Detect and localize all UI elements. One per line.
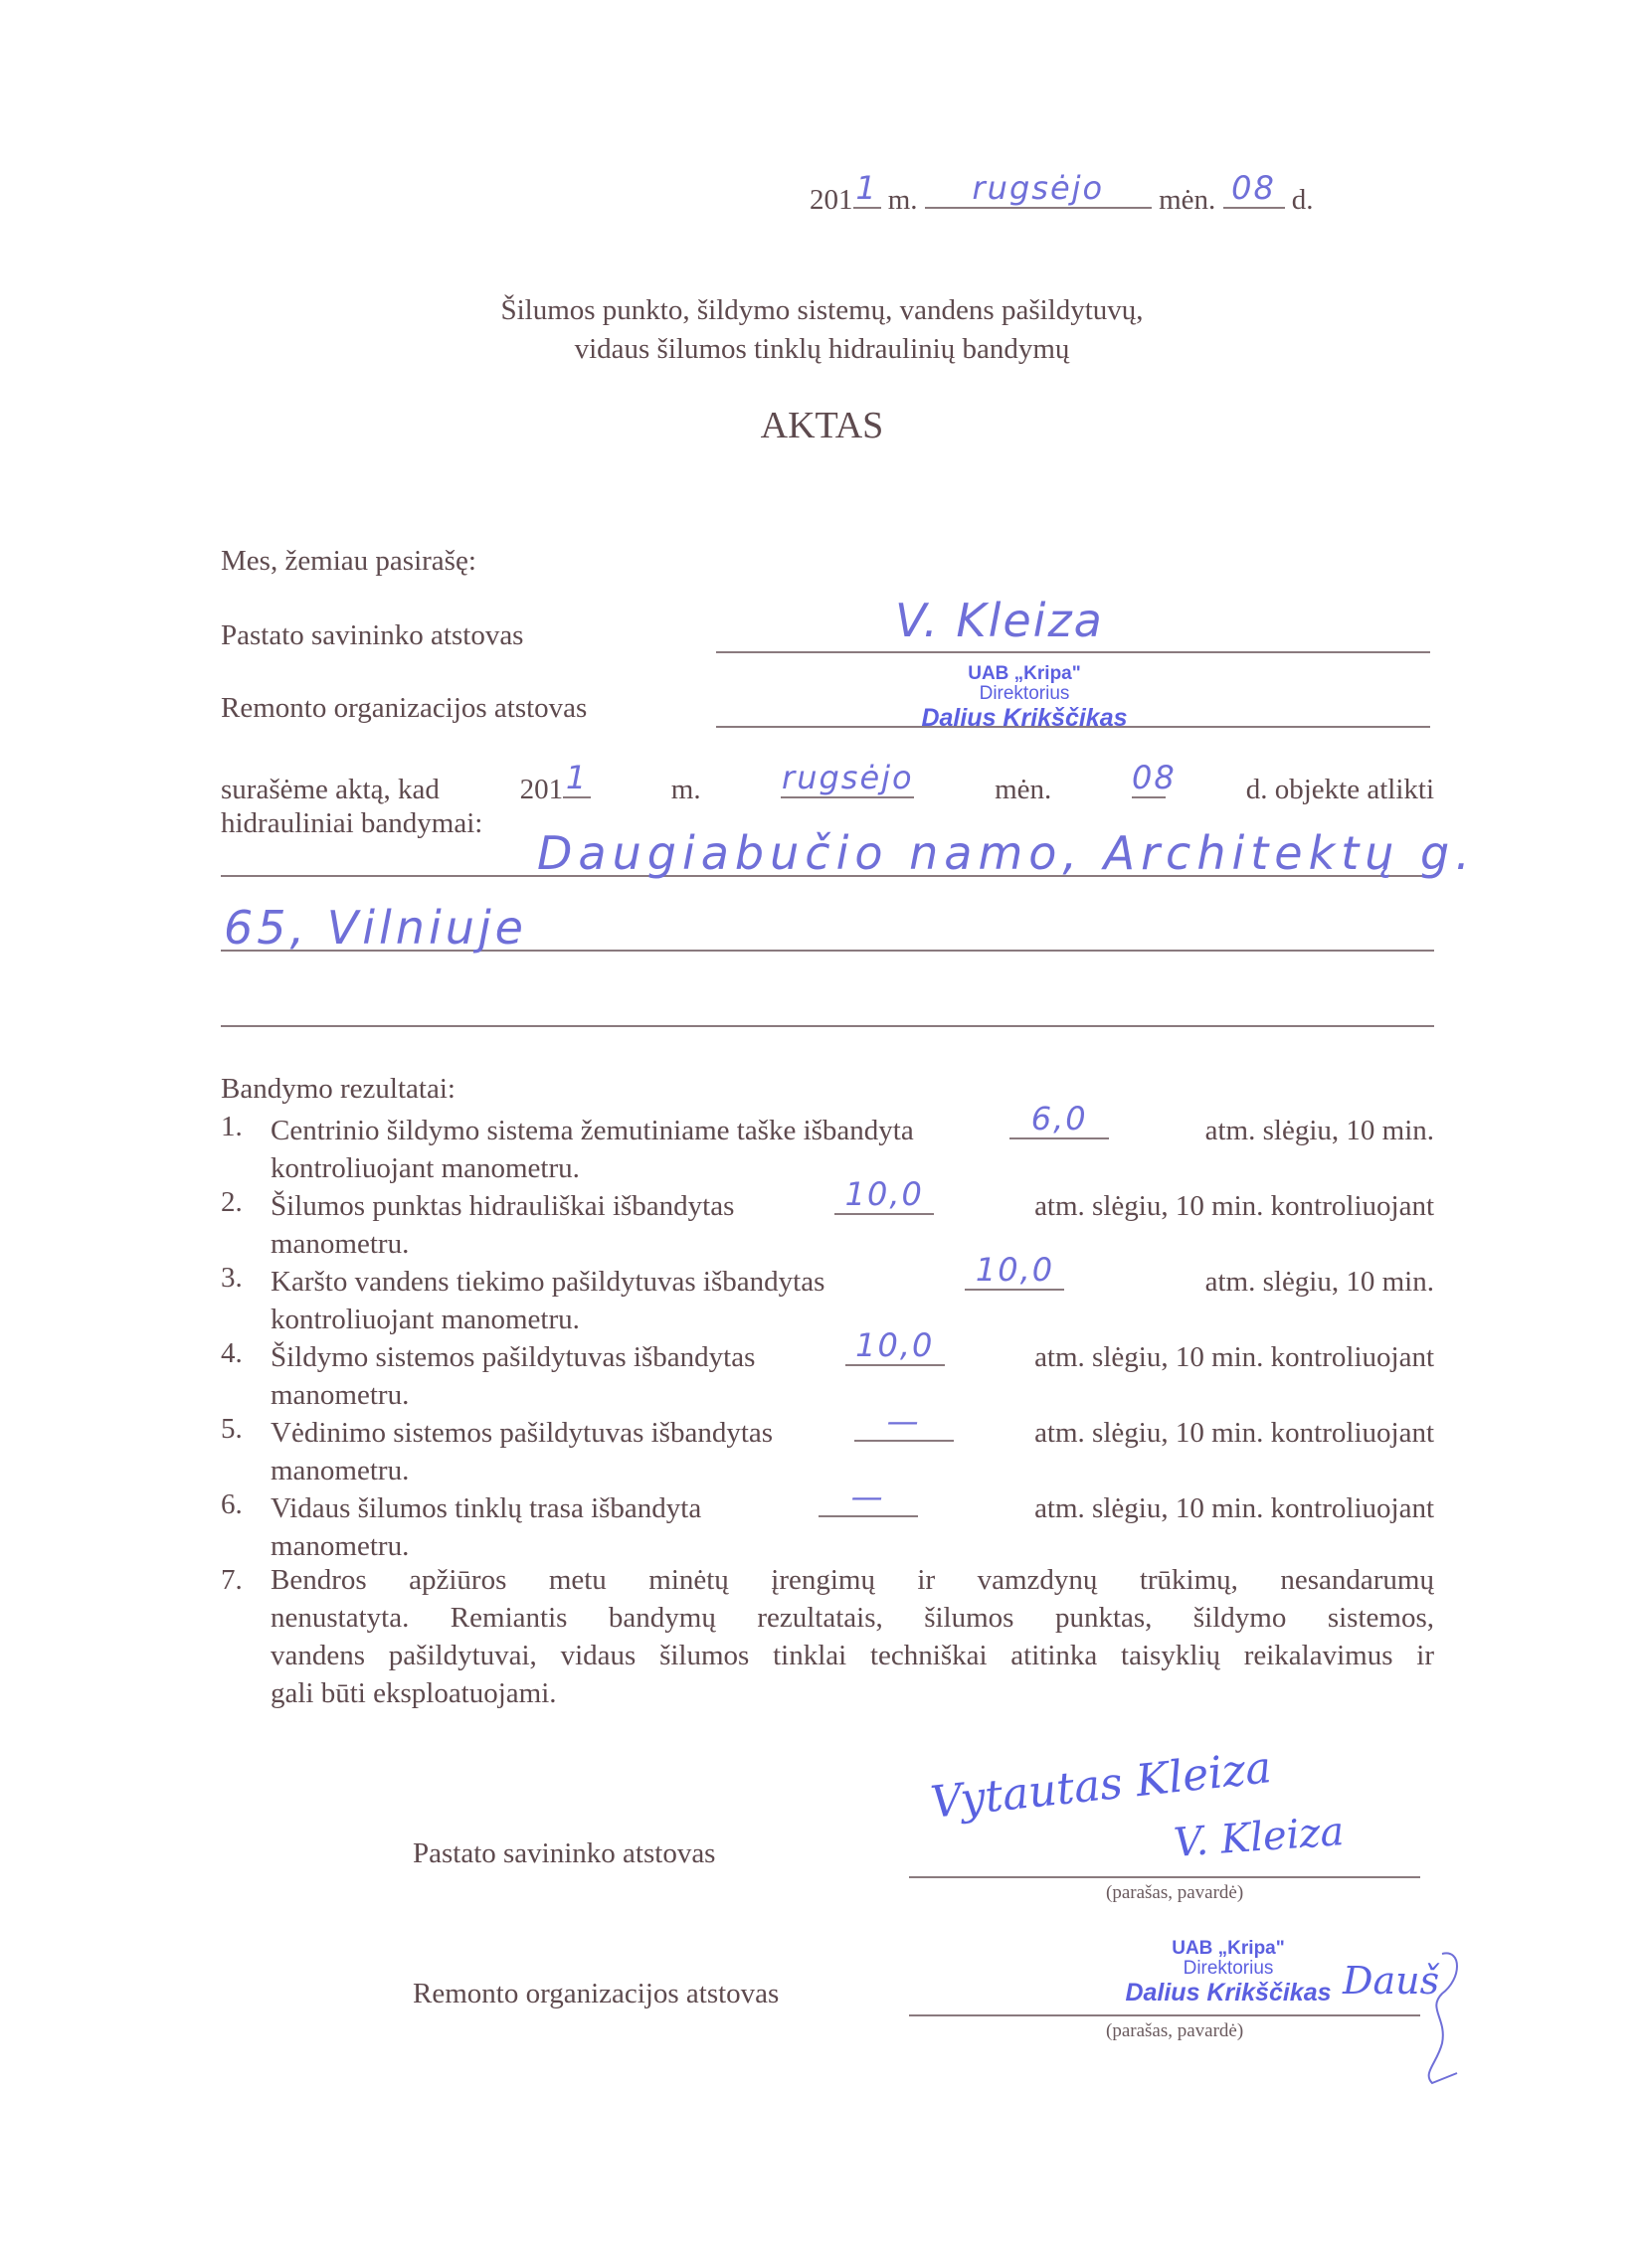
result-unit-text: atm. slėgiu, 10 min. kontroliuojant <box>1034 1417 1434 1449</box>
result-unit-text: atm. slėgiu, 10 min. kontroliuojant <box>1034 1190 1434 1222</box>
month-handwritten: rugsėjo <box>972 169 1105 207</box>
result-text: Šildymo sistemos pašildytuvas išbandytas <box>271 1341 756 1373</box>
result-7-line: gali būti eksploatuojami. <box>271 1677 557 1709</box>
statement-month-unit: mėn. <box>995 774 1052 805</box>
footer-repair-line <box>909 2014 1420 2016</box>
result-value-field <box>819 1478 918 1517</box>
result-text: Vidaus šilumos tinklų trasa išbandyta <box>271 1492 702 1524</box>
title-line-2: vidaus šilumos tinklų hidraulinių bandymų <box>574 333 1070 365</box>
result-7-line: vandens pašildytuvai, vidaus šilumos tinklai techniškai atitinka taisyklių reikalavimus ir <box>271 1640 1434 1671</box>
result-continuation: manometru. <box>271 1379 410 1411</box>
result-number: 2. <box>221 1186 243 1218</box>
result-number: 7. <box>221 1564 243 1596</box>
result-continuation: manometru. <box>271 1228 410 1260</box>
result-text: Vėdinimo sistemos pašildytuvas išbandytas <box>271 1417 774 1449</box>
result-number: 5. <box>221 1413 243 1445</box>
statement-year-unit: m. <box>670 774 701 805</box>
statement-part-2: d. objekte atlikti <box>1245 774 1434 805</box>
result-unit-text: atm. slėgiu, 10 min. kontroliuojant <box>1034 1492 1434 1524</box>
result-value-handwritten: — <box>850 1478 885 1515</box>
statement-line-1 <box>221 759 1434 808</box>
result-text: Karšto vandens tiekimo pašildytuvas išbandytas <box>271 1266 825 1298</box>
title-line-1: Šilumos punkto, šildymo sistemų, vandens pašildytuvų, <box>500 294 1144 326</box>
repair-signature-flourish <box>1402 1949 1472 2088</box>
owner-representative-line <box>716 651 1430 653</box>
result-text: Šilumos punktas hidrauliškai išbandytas <box>271 1190 735 1222</box>
month-field <box>925 169 1152 209</box>
year-field <box>853 169 881 209</box>
result-item-3 <box>221 1251 1434 1338</box>
result-continuation: kontroliuojant manometru. <box>271 1152 580 1184</box>
footer-owner-line <box>909 1876 1420 1878</box>
result-value-field <box>854 1402 954 1442</box>
result-value-handwritten: 10,0 <box>855 1326 935 1364</box>
stamp-name: Dalius Krikščikas <box>921 704 1128 732</box>
stamp-company: UAB „Kripa" <box>968 663 1081 684</box>
result-item-1 <box>221 1100 1434 1187</box>
stamp-position: Direktorius <box>1183 1958 1274 1979</box>
footer-repair-label: Remonto organizacijos atstovas <box>413 1978 780 2009</box>
statement-day-field <box>1132 759 1177 798</box>
object-handwritten-2: 65, Vilniuje <box>224 901 527 955</box>
statement-year-handwritten: 1 <box>565 759 589 796</box>
statement-month-handwritten: rugsėjo <box>782 759 914 796</box>
result-7-line: nenustatyta. Remiantis bandymų rezultatais, šilumos punktas, šildymo sistemos, <box>271 1602 1434 1634</box>
repair-representative-label: Remonto organizacijos atstovas <box>221 692 588 724</box>
statement-year-prefix: 201 <box>519 774 564 805</box>
repair-signature: Dauš <box>1343 1959 1440 2003</box>
month-unit: mėn. <box>1159 184 1216 216</box>
result-item-2 <box>221 1175 1434 1263</box>
day-handwritten: 08 <box>1231 169 1276 207</box>
result-value-handwritten: — <box>886 1402 921 1440</box>
statement-line-2: hidrauliniai bandymai: <box>221 807 483 839</box>
statement-year <box>519 759 592 808</box>
year-prefix: 201 <box>810 184 853 216</box>
result-value-handwritten: 10,0 <box>844 1175 924 1213</box>
date-line <box>810 169 1314 219</box>
result-text: Centrinio šildymo sistema žemutiniame taške išbandyta <box>271 1115 914 1146</box>
document-heading: AKTAS <box>760 405 884 446</box>
owner-signature: Vytautas Kleiza <box>928 1742 1274 1829</box>
footer-owner-caption: (parašas, pavardė) <box>1106 1882 1244 1903</box>
company-stamp-top <box>895 664 1154 732</box>
result-unit-text: atm. slėgiu, 10 min. <box>1204 1266 1434 1298</box>
result-value-field <box>1009 1100 1109 1139</box>
result-number: 6. <box>221 1488 243 1520</box>
statement-month-field <box>781 759 914 798</box>
result-unit-text: atm. slėgiu, 10 min. kontroliuojant <box>1034 1341 1434 1373</box>
object-line-3 <box>221 1025 1434 1027</box>
year-unit: m. <box>887 184 918 216</box>
result-value-field <box>845 1326 945 1366</box>
company-stamp-bottom <box>1099 1939 1358 2006</box>
result-value-field <box>834 1175 934 1215</box>
owner-signature-2: V. Kleiza <box>1172 1809 1346 1866</box>
result-item-4 <box>221 1326 1434 1414</box>
results-heading: Bandymo rezultatai: <box>221 1073 456 1105</box>
owner-representative-label: Pastato savininko atstovas <box>221 619 524 651</box>
result-item-6 <box>221 1478 1434 1565</box>
stamp-name: Dalius Krikščikas <box>1125 1979 1332 2006</box>
day-field <box>1223 169 1285 209</box>
footer-repair-caption: (parašas, pavardė) <box>1106 2020 1244 2041</box>
result-7-line: Bendros apžiūros metu minėtų įrengimų ir vamzdynų trūkimų, nesandarumų <box>271 1564 1434 1596</box>
result-item-7 <box>221 1561 1434 1712</box>
statement-day-handwritten: 08 <box>1132 759 1177 796</box>
result-continuation: kontroliuojant manometru. <box>271 1304 580 1335</box>
result-continuation: manometru. <box>271 1455 410 1486</box>
stamp-position: Direktorius <box>979 683 1070 704</box>
statement-part-1: surašėme aktą, kad <box>221 774 440 805</box>
result-value-handwritten: 10,0 <box>975 1251 1055 1289</box>
result-number: 1. <box>221 1111 243 1142</box>
object-handwritten-1: Daugiabučio namo, Architektų g. <box>537 826 1476 880</box>
result-value-handwritten: 6,0 <box>1030 1100 1088 1137</box>
result-unit-text: atm. slėgiu, 10 min. <box>1204 1115 1434 1146</box>
signatories-intro: Mes, žemiau pasirašę: <box>221 545 476 577</box>
result-value-field <box>965 1251 1064 1291</box>
year-handwritten: 1 <box>855 169 878 207</box>
footer-owner-label: Pastato savininko atstovas <box>413 1837 716 1869</box>
day-unit: d. <box>1291 184 1314 216</box>
stamp-company: UAB „Kripa" <box>1172 1938 1285 1959</box>
result-number: 4. <box>221 1337 243 1369</box>
result-continuation: manometru. <box>271 1530 410 1562</box>
statement-year-field <box>563 759 591 798</box>
owner-representative-handwritten: V. Kleiza <box>895 594 1104 647</box>
result-number: 3. <box>221 1262 243 1294</box>
